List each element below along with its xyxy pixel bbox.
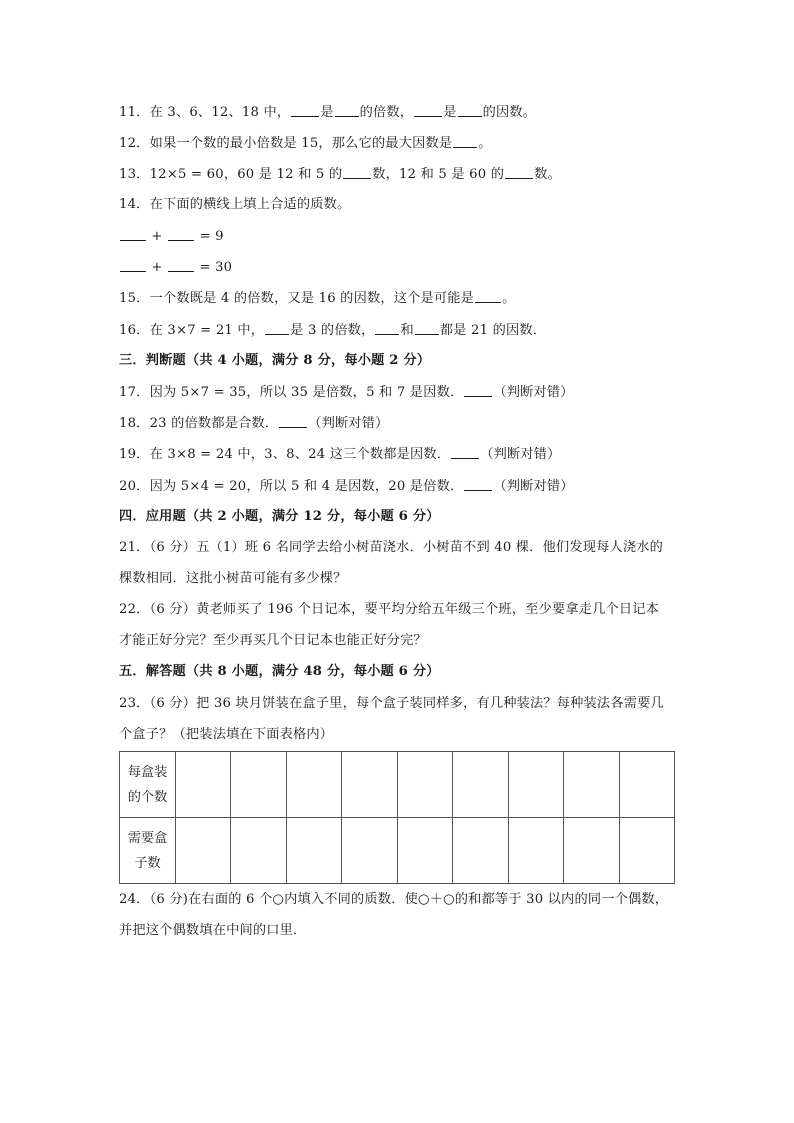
question-text: 如果一个数的最小倍数是 15，那么它的最大因数是 <box>149 136 453 151</box>
question-14-equation-1 <box>119 226 224 247</box>
row-header-per-box: 每盒装的个数 <box>120 752 176 818</box>
table-cell[interactable] <box>342 818 397 884</box>
question-text: 因为 5×4 = 20，所以 5 和 4 是因数，20 是倍数． <box>149 479 464 494</box>
table-cell[interactable] <box>397 752 452 818</box>
table-cell[interactable] <box>286 818 341 884</box>
question-text: 在下面的横线上填上合适的质数。 <box>149 197 351 212</box>
question-number: 24． <box>119 892 150 907</box>
answer-table <box>119 751 675 884</box>
question-21-line-1 <box>119 538 663 558</box>
question-13 <box>119 164 561 185</box>
table-cell[interactable] <box>619 752 675 818</box>
section-3-title: 三．判断题（共 4 小题，满分 8 分，每小题 2 分） <box>119 353 431 368</box>
question-text: 是 <box>320 105 334 120</box>
question-24-line-1 <box>119 890 668 910</box>
question-text: 一个数既是 4 的倍数，又是 16 的因数，这个是可能是 <box>149 291 475 306</box>
question-number: 21． <box>119 540 150 555</box>
table-row <box>120 752 675 818</box>
answer-blank[interactable] <box>120 257 146 272</box>
question-text: （6 分)在右面的 6 个○内填入不同的质数．使○＋○的和都等于 30 以内的同一个偶数， <box>149 892 669 907</box>
question-number: 22． <box>119 602 150 617</box>
equation-result: = 9 <box>195 229 224 244</box>
answer-blank[interactable] <box>265 320 289 335</box>
question-text: 都是 21 的因数． <box>439 323 547 338</box>
table-cell[interactable] <box>231 752 286 818</box>
section-5-title: 五．解答题（共 8 小题，满分 48 分，每小题 6 分） <box>119 664 440 679</box>
question-22-line-2: 才能正好分完？至少再买几个日记本也能正好分完？ <box>119 633 427 648</box>
question-24-line-2: 并把这个偶数填在中间的口里． <box>119 923 307 938</box>
question-text: 在 3×8 = 24 中，3、8、24 这三个数都是因数． <box>149 447 451 462</box>
question-text: 。 <box>478 136 492 151</box>
plus-sign: + <box>147 229 168 244</box>
question-text: 数，12 和 5 是 60 的 <box>372 167 505 182</box>
question-text: 在 3×7 = 21 中， <box>149 323 265 338</box>
plus-sign: + <box>147 260 168 275</box>
answer-blank[interactable] <box>120 226 146 241</box>
question-15 <box>119 288 515 309</box>
table-cell[interactable] <box>176 752 231 818</box>
answer-blank[interactable] <box>451 444 479 459</box>
question-text: 和 <box>400 323 414 338</box>
question-number: 17． <box>119 385 150 400</box>
question-text: 的倍数， <box>359 105 414 120</box>
question-text: （6 分）五（1）班 6 名同学去给小树苗浇水．小树苗不到 40 棵．他们发现每人浇水的 <box>149 540 664 555</box>
question-text: 。 <box>502 291 516 306</box>
question-text: 数。 <box>534 167 561 182</box>
question-11 <box>119 102 536 123</box>
question-number: 18． <box>119 416 150 431</box>
answer-blank[interactable] <box>453 133 477 148</box>
answer-blank[interactable] <box>458 102 482 117</box>
question-18 <box>119 413 389 434</box>
table-cell[interactable] <box>564 752 619 818</box>
answer-blank[interactable] <box>168 257 194 272</box>
question-17 <box>119 382 574 403</box>
question-number: 15． <box>119 291 150 306</box>
question-text: （6 分）黄老师买了 196 个日记本，要平均分给五年级三个班，至少要拿走几个日记本 <box>149 602 660 617</box>
question-14 <box>119 195 350 215</box>
table-cell[interactable] <box>508 752 563 818</box>
question-hint: （判断对错） <box>493 479 574 494</box>
question-number: 14． <box>119 197 150 212</box>
answer-blank[interactable] <box>464 476 492 491</box>
answer-blank[interactable] <box>279 413 307 428</box>
question-text: （6 分）把 36 块月饼装在盒子里，每个盒子装同样多，有几种装法？每种装法各需要几 <box>149 696 664 711</box>
table-cell[interactable] <box>453 752 508 818</box>
table-row <box>120 818 675 884</box>
question-text: 是 <box>443 105 457 120</box>
question-text: 因为 5×7 = 35，所以 35 是倍数，5 和 7 是因数． <box>149 385 464 400</box>
answer-blank[interactable] <box>415 320 439 335</box>
answer-blank[interactable] <box>505 164 533 179</box>
question-12 <box>119 133 492 154</box>
question-text: 在 3、6、12、18 中， <box>149 105 291 120</box>
question-number: 13． <box>119 167 150 182</box>
question-22-line-1 <box>119 600 659 620</box>
question-number: 20． <box>119 479 150 494</box>
answer-blank[interactable] <box>291 102 319 117</box>
answer-blank[interactable] <box>335 102 359 117</box>
question-number: 16． <box>119 323 150 338</box>
question-text: 是 3 的倍数， <box>290 323 375 338</box>
question-text: 的因数。 <box>482 105 537 120</box>
question-number: 11． <box>119 105 150 120</box>
answer-blank[interactable] <box>475 288 501 303</box>
answer-blank[interactable] <box>375 320 399 335</box>
table-cell[interactable] <box>397 818 452 884</box>
question-23-line-2: 个盒子？（把装法填在下面表格内） <box>119 727 334 742</box>
question-16 <box>119 320 546 341</box>
question-text: 23 的倍数都是合数． <box>149 416 279 431</box>
question-23-line-1 <box>119 694 664 714</box>
table-cell[interactable] <box>231 818 286 884</box>
table-cell[interactable] <box>286 752 341 818</box>
table-cell[interactable] <box>564 818 619 884</box>
question-hint: （判断对错） <box>480 447 561 462</box>
answer-blank[interactable] <box>464 382 492 397</box>
question-number: 19． <box>119 447 150 462</box>
question-19 <box>119 444 561 465</box>
equation-result: = 30 <box>195 260 233 275</box>
row-header-box-count: 需要盒子数 <box>120 818 176 884</box>
question-hint: （判断对错） <box>493 385 574 400</box>
question-text: 12×5 = 60，60 是 12 和 5 的 <box>149 167 343 182</box>
table-cell[interactable] <box>619 818 675 884</box>
answer-blank[interactable] <box>414 102 442 117</box>
table-cell[interactable] <box>176 818 231 884</box>
question-14-equation-2 <box>119 257 232 278</box>
table-cell[interactable] <box>453 818 508 884</box>
question-number: 12． <box>119 136 150 151</box>
question-number: 23． <box>119 696 150 711</box>
section-4-title: 四．应用题（共 2 小题，满分 12 分，每小题 6 分） <box>119 509 440 524</box>
question-20 <box>119 476 574 497</box>
table-cell[interactable] <box>508 818 563 884</box>
answer-blank[interactable] <box>343 164 371 179</box>
question-21-line-2: 棵数相同．这批小树苗可能有多少棵？ <box>119 571 347 586</box>
question-hint: （判断对错） <box>308 416 389 431</box>
table-cell[interactable] <box>342 752 397 818</box>
answer-blank[interactable] <box>168 226 194 241</box>
